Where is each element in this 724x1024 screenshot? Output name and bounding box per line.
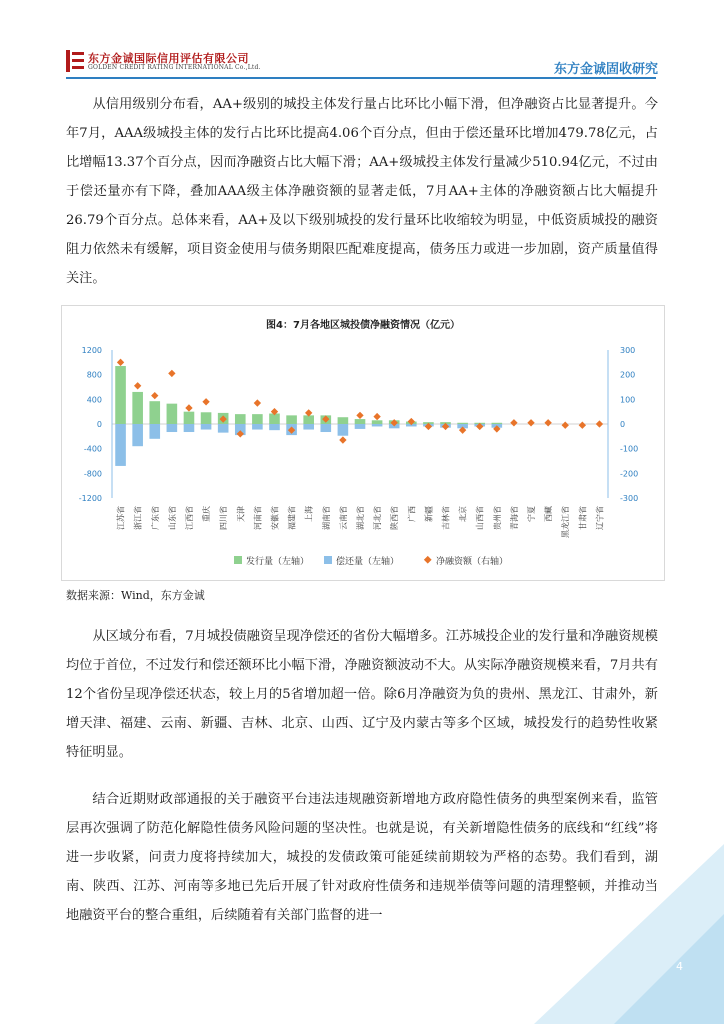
legend-swatch: [424, 556, 432, 564]
left-axis-tick: -800: [83, 469, 102, 479]
category-label: 黑龙江省: [561, 506, 571, 538]
category-label: 上海: [304, 506, 314, 522]
category-label: 青海省: [509, 506, 519, 530]
corner-decoration: [464, 844, 724, 1024]
category-label: 天津: [236, 506, 246, 522]
category-label: 江苏省: [116, 506, 126, 530]
category-label: 广西: [407, 506, 417, 522]
data-source: 数据来源：Wind，东方金诚: [66, 589, 205, 602]
chart-figure-4: [61, 305, 665, 581]
bar-issue: [252, 414, 263, 424]
bar-repay: [355, 424, 366, 429]
category-label: 云南省: [338, 506, 348, 530]
point-net-financing: [168, 370, 175, 377]
bar-issue: [303, 415, 314, 424]
right-axis-tick: 100: [620, 395, 636, 405]
point-net-financing: [544, 419, 551, 426]
bar-repay: [132, 424, 143, 446]
bar-repay: [115, 424, 126, 466]
bar-issue: [492, 423, 503, 424]
category-label: 湖北省: [356, 506, 365, 530]
category-label: 山东省: [167, 506, 177, 530]
left-axis-tick: 400: [86, 395, 102, 405]
bar-repay: [201, 424, 212, 430]
company-name-en: GOLDEN CREDIT RATING INTERNATIONAL Co.,Ltd.: [88, 64, 261, 71]
category-label: 福建省: [287, 506, 297, 530]
category-label: 山西省: [475, 506, 485, 530]
right-axis-tick: 200: [620, 370, 636, 380]
point-net-financing: [579, 422, 586, 429]
bar-repay: [218, 424, 229, 433]
paragraph-regulation: 结合近期财政部通报的关于融资平台违法违规融资新增地方政府隐性债务的典型案例来看，监管层再次强调了防范化解隐性债务风险问题的坚决性。也就是说，有关新增隐性债务的底线和“红线”将进一步收紧，问责力度将持续加大，城投的发债政策可能延续前期较为严格的态势。我们看到，湖南、陕西、江苏、河南等多地已先后开展了针对政府性债务和违规举债等问题的清理整顿，并推动当地融资平台的整合重组，后续随着有关部门监督的进一: [66, 792, 658, 923]
left-axis-tick: -400: [83, 444, 102, 454]
point-net-financing: [134, 382, 141, 389]
point-net-financing: [254, 399, 261, 406]
category-label: 北京: [458, 506, 468, 522]
bar-repay: [167, 424, 178, 432]
category-label: 西藏: [544, 506, 554, 522]
category-label: 贵州省: [492, 506, 502, 530]
left-axis-tick: 1200: [81, 346, 102, 355]
point-net-financing: [596, 420, 603, 427]
bar-repay: [149, 424, 160, 439]
bar-repay: [320, 424, 331, 432]
point-net-financing: [185, 404, 192, 411]
bar-issue: [149, 401, 160, 424]
point-net-financing: [527, 419, 534, 426]
chart-title: 图4：7月各地区城投债净融资情况（亿元）: [266, 320, 460, 331]
point-net-financing: [151, 392, 158, 399]
category-label: 浙江省: [133, 506, 143, 530]
bar-issue: [167, 404, 178, 424]
right-axis-tick: -300: [620, 494, 639, 503]
bar-repay: [338, 424, 349, 436]
bar-issue: [457, 423, 468, 424]
right-axis-tick: -200: [620, 469, 639, 479]
category-label: 河南省: [253, 506, 263, 530]
category-label: 河北省: [373, 506, 383, 530]
left-axis-tick: -1200: [78, 494, 102, 503]
category-label: 四川省: [219, 506, 229, 530]
paragraph-regional: 从区域分布看，7月城投债融资呈现净偿还的省份大幅增多。江苏城投企业的发行量和净融资规模均位于首位，不过发行和偿还额环比小幅下滑，净融资额波动不大。从实际净融资规模来看，7月共有12个省份呈现净偿还状态，较上月的5省增加超一倍。除6月净融资为负的贵州、黑龙江、甘肃外，新增天津、福建、云南、新疆、吉林、北京、山西、辽宁及内蒙古等多个区域，城投发行的趋势性收紧特征明显。: [66, 629, 658, 760]
legend-label: 发行量（左轴）: [246, 557, 310, 567]
bar-repay: [252, 424, 263, 430]
header-divider: [66, 77, 656, 79]
bar-issue: [355, 419, 366, 424]
point-net-financing: [202, 398, 209, 405]
left-axis-tick: 800: [86, 370, 102, 380]
legend-label: 净融资额（右轴）: [436, 557, 509, 567]
bar-issue: [235, 414, 246, 424]
point-net-financing: [117, 359, 124, 366]
category-label: 广东省: [150, 506, 160, 530]
bar-repay: [184, 424, 195, 432]
right-axis-tick: 300: [620, 346, 636, 355]
bar-repay: [372, 424, 383, 426]
right-axis-tick: -100: [620, 444, 639, 454]
category-label: 安徽省: [270, 506, 280, 530]
legend-swatch: [234, 556, 242, 564]
category-label: 新疆: [424, 506, 434, 522]
company-name-cn: 东方金诚国际信用评估有限公司: [88, 52, 249, 65]
section-title: 东方金诚固收研究: [553, 62, 658, 77]
bar-repay: [269, 424, 280, 430]
category-label: 湖南省: [321, 506, 331, 530]
category-label: 吉林省: [441, 506, 451, 530]
paragraph-credit-level: 从信用级别分布看，AA+级别的城投主体发行量占比环比小幅下滑，但净融资占比显著提升。今年7月，AAA级城投主体的发行占比环比提高4.06个百分点，但由于偿还量环比增加479.78亿元，占比增幅13.37个百分点，因而净融资占比大幅下滑；AA+级城投主体发行量减少510.94亿元，不过由于偿还量亦有下降，叠加AAA级主体净融资额的显著走低，7月AA+主体的净融资额占比大幅提升26.79个百分点。总体来看，AA+及以下级别城投的发行量环比收缩较为明显，中低资质城投的融资阻力依然未有缓解，项目资金使用与债务期限匹配难度提高，债务压力或进一步加剧，资产质量值得关注。: [66, 97, 658, 286]
legend-swatch: [324, 556, 332, 564]
bar-issue: [372, 420, 383, 424]
bar-issue: [184, 412, 195, 424]
bar-repay: [303, 424, 314, 430]
category-label: 江西省: [184, 506, 194, 530]
category-label: 甘肃省: [578, 506, 588, 530]
point-net-financing: [510, 419, 517, 426]
point-net-financing: [356, 412, 363, 419]
page-header: [0, 0, 724, 80]
bar-issue: [115, 366, 126, 424]
point-net-financing: [373, 413, 380, 420]
point-net-financing: [562, 422, 569, 429]
left-axis-tick: 0: [96, 420, 102, 429]
bar-issue: [338, 417, 349, 424]
category-label: 陕西省: [390, 506, 400, 530]
chart-svg: [62, 306, 664, 580]
legend-label: 偿还量（左轴）: [336, 557, 400, 567]
company-logo-icon: [66, 50, 84, 72]
category-label: 重庆: [202, 506, 212, 522]
bar-issue: [286, 415, 297, 424]
category-label: 宁夏: [527, 506, 537, 522]
category-label: 辽宁省: [595, 506, 605, 530]
right-axis-tick: 0: [620, 420, 626, 429]
bar-issue: [201, 412, 212, 424]
point-net-financing: [339, 436, 346, 443]
page-number: 4: [676, 960, 683, 973]
bar-issue: [132, 392, 143, 424]
